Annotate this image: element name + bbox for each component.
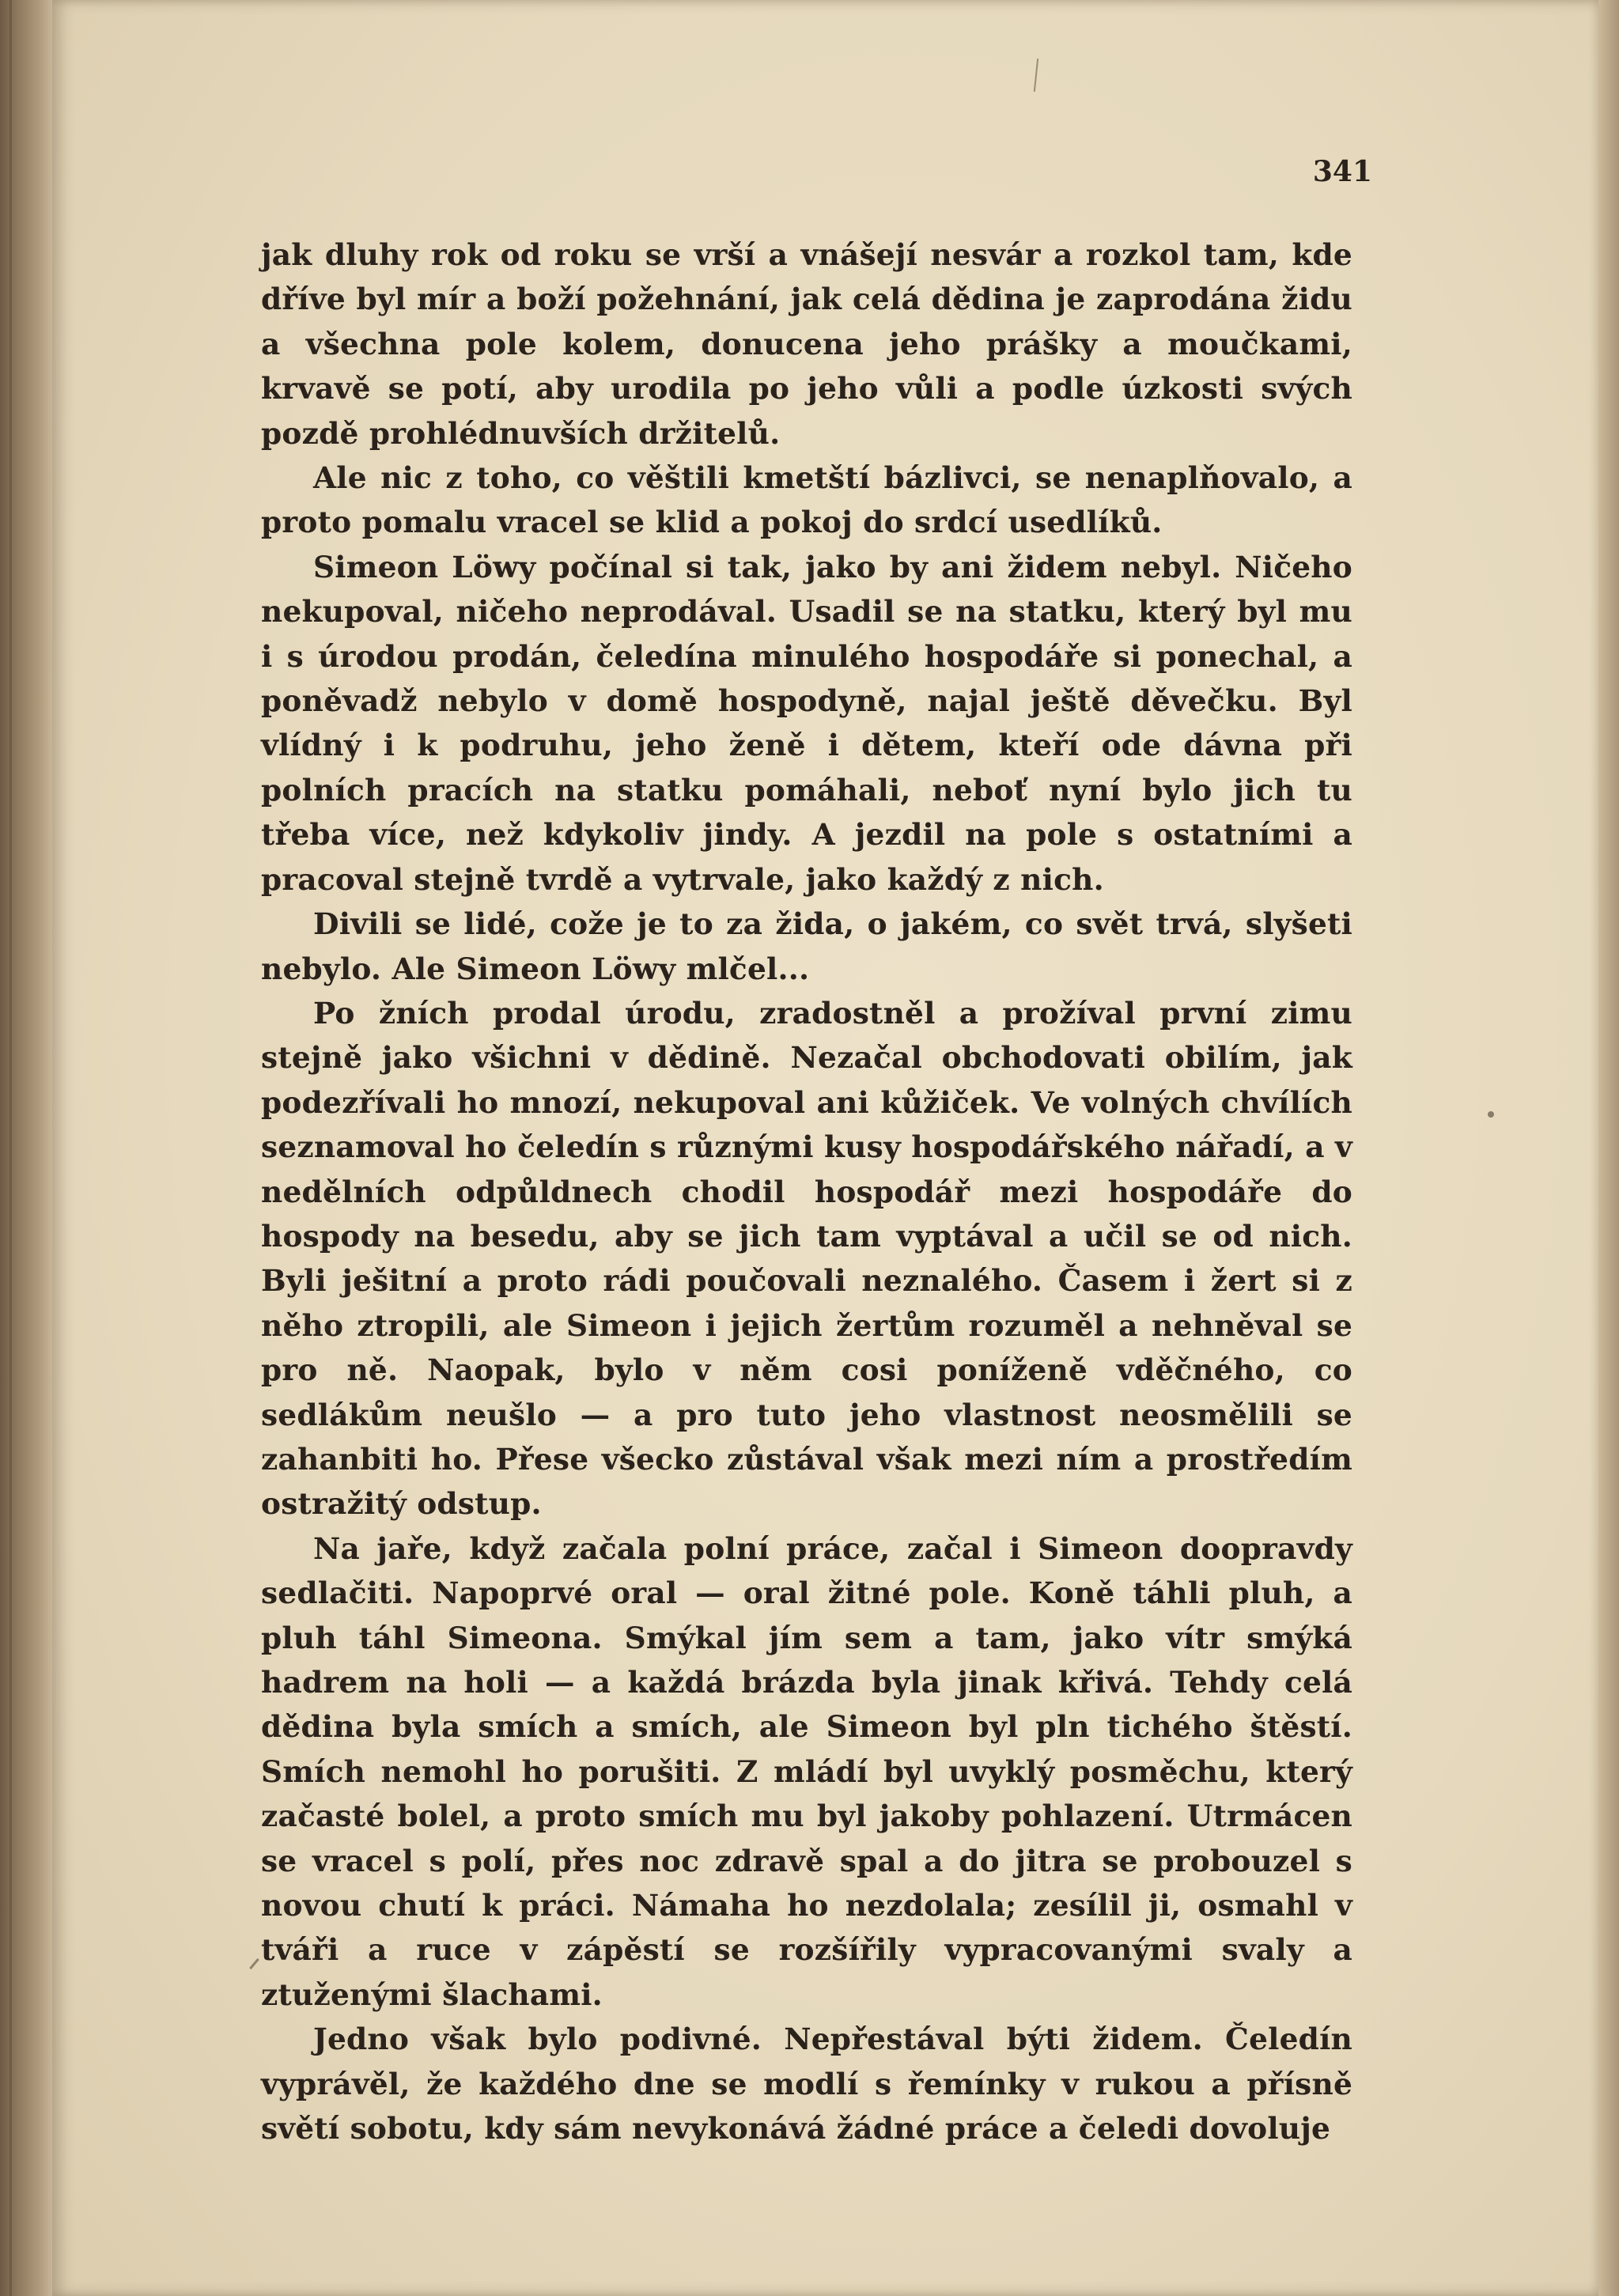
ink-speck — [1488, 1111, 1494, 1118]
paragraph: Divili se lidé, cože je to za žida, o jakém, co svět trvá, slyšeti nebylo. Ale Simeon Löwy mlčel... — [261, 906, 1352, 986]
paragraph: Po žních prodal úrodu, zradostněl a prožíval první zimu stejně jako všichni v dědině. Nezačal obchodovati obilím, jak podezřívali ho mnozí, nekupoval ani kůžiček. Ve volných chvílích seznamoval ho čeledín s různými kusy hospodářského nářadí, a v nedělních odpůldnech chodil hospodář mezi hospodáře do hospody na besedu, aby se jich tam vyptával a učil se od nich. Byli ješitní a proto rádi poučovali neznalého. Časem i žert si z něho ztropili, ale Simeon i jejich žertům rozuměl a nehněval se pro ně. Naopak, bylo v něm cosi poníženě vděčného, co sedlákům neušlo — a pro tuto jeho vlastnost neosmělili se zahanbiti ho. Přese všecko zůstával však mezi ním a prostředím ostražitý odstup. — [261, 995, 1352, 1522]
body-text — [261, 233, 1352, 2150]
paragraph: Na jaře, když začala polní práce, začal i Simeon doopravdy sedlačiti. Napoprvé oral — oral žitné pole. Koně táhli pluh, a pluh táhl Simeona. Smýkal jím sem a tam, jako vítr smýká hadrem na holi — a každá brázda byla jinak křivá. Tehdy celá dědina byla smích a smích, ale Simeon byl pln tichého štěstí. Smích nemohl ho porušiti. Z mládí byl uvyklý posměchu, který začasté bolel, a proto smích mu byl jakoby pohlazení. Utrmácen se vracel s polí, přes noc zdravě spal a do jitra se probouzel s novou chutí k práci. Námaha ho nezdolala; zesílil ji, osmahl v tváři a ruce v zápěstí se rozšířily vypracovanými svaly a ztuženými šlachami. — [261, 1530, 1352, 2012]
book-page-edge-right — [1598, 0, 1619, 2296]
paragraph: Ale nic z toho, co věštili kmetští bázlivci, se nenaplňovalo, a proto pomalu vracel se klid a pokoj do srdcí usedlíků. — [261, 460, 1352, 540]
paragraph: Simeon Löwy počínal si tak, jako by ani židem nebyl. Ničeho nekupoval, ničeho neprodával. Usadil se na statku, který byl mu i s úrodou prodán, čeledína minulého hospodáře si ponechal, a poněvadž nebylo v domě hospodyně, najal ještě děvečku. Byl vlídný i k podruhu, jeho ženě i dětem, kteří ode dávna při polních pracích na statku pomáhali, neboť nyní bylo jich tu třeba více, než kdykoliv jindy. A jezdil na pole s ostatními a pracoval stejně tvrdě a vytrvale, jako každý z nich. — [261, 549, 1352, 897]
paragraph: jak dluhy rok od roku se vrší a vnášejí nesvár a rozkol tam, kde dříve byl mír a boží požehnání, jak celá dědina je zaprodána židu a všechna pole kolem, donucena jeho prášky a moučkami, krvavě se potí, aby urodila po jeho vůli a podle úzkosti svých pozdě prohlédnuvších držitelů. — [261, 237, 1352, 451]
page-number: 341 — [1312, 155, 1372, 188]
book-binding-left — [0, 0, 52, 2296]
paragraph: Jedno však bylo podivné. Nepřestával býti židem. Čeledín vyprávěl, že každého dne se modlí s řemínky v rukou a přísně světí sobotu, kdy sám nevykonává žádné práce a čeledi dovoluje — [261, 2022, 1352, 2147]
